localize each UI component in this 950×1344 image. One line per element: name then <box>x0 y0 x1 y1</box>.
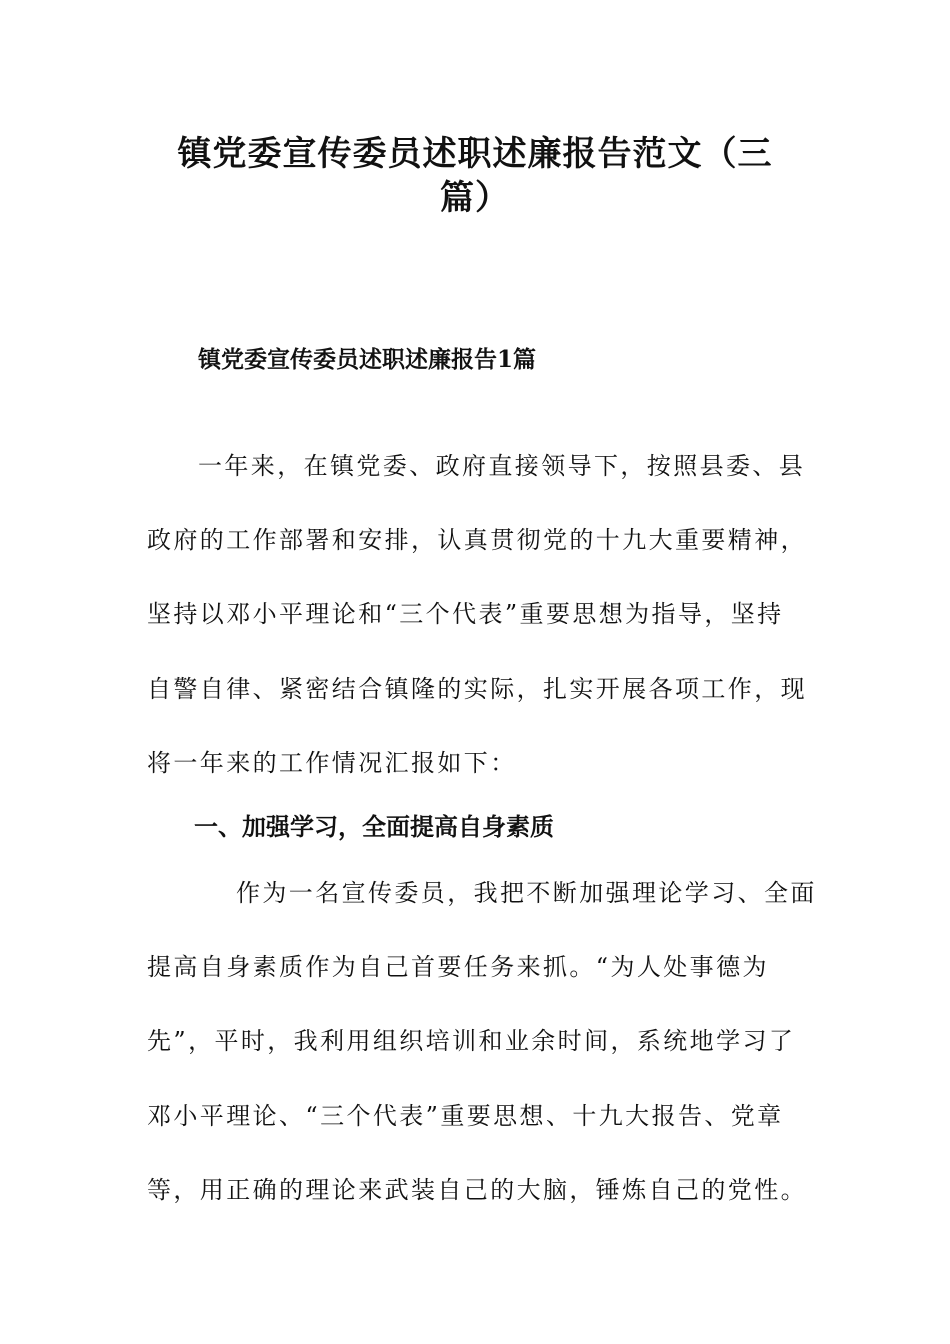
report-subtitle: 镇党委宣传委员述职述廉报告1篇 <box>198 346 537 373</box>
paragraph-1-line-1: 一年来，在镇党委、政府直接领导下，按照县委、县 <box>198 452 806 480</box>
paragraph-1-line-4: 自警自律、紧密结合镇隆的实际，扎实开展各项工作，现 <box>147 675 807 703</box>
section-1-heading: 一、加强学习，全面提高自身素质 <box>194 812 554 841</box>
paragraph-2-line-2: 提高自身素质作为自己首要任务来抓。“为人处事德为 <box>147 953 769 981</box>
document-title-line-1: 镇党委宣传委员述职述廉报告范文（三 <box>177 134 773 174</box>
paragraph-2-line-5: 等，用正确的理论来武装自己的大脑，锤炼自己的党性。 <box>147 1176 807 1204</box>
paragraph-1-line-5: 将一年来的工作情况汇报如下： <box>147 749 517 777</box>
paragraph-2-line-1: 作为一名宣传委员，我把不断加强理论学习、全面 <box>236 879 817 907</box>
document-title-line-2: 篇） <box>440 178 510 218</box>
paragraph-2-line-4: 邓小平理论、“三个代表”重要思想、十九大报告、党章 <box>147 1102 784 1130</box>
paragraph-2-line-3: 先”，平时，我利用组织培训和业余时间，系统地学习了 <box>147 1027 796 1055</box>
paragraph-1-line-3: 坚持以邓小平理论和“三个代表”重要思想为指导，坚持 <box>147 600 784 628</box>
paragraph-1-line-2: 政府的工作部署和安排，认真贯彻党的十九大重要精神， <box>147 526 807 554</box>
